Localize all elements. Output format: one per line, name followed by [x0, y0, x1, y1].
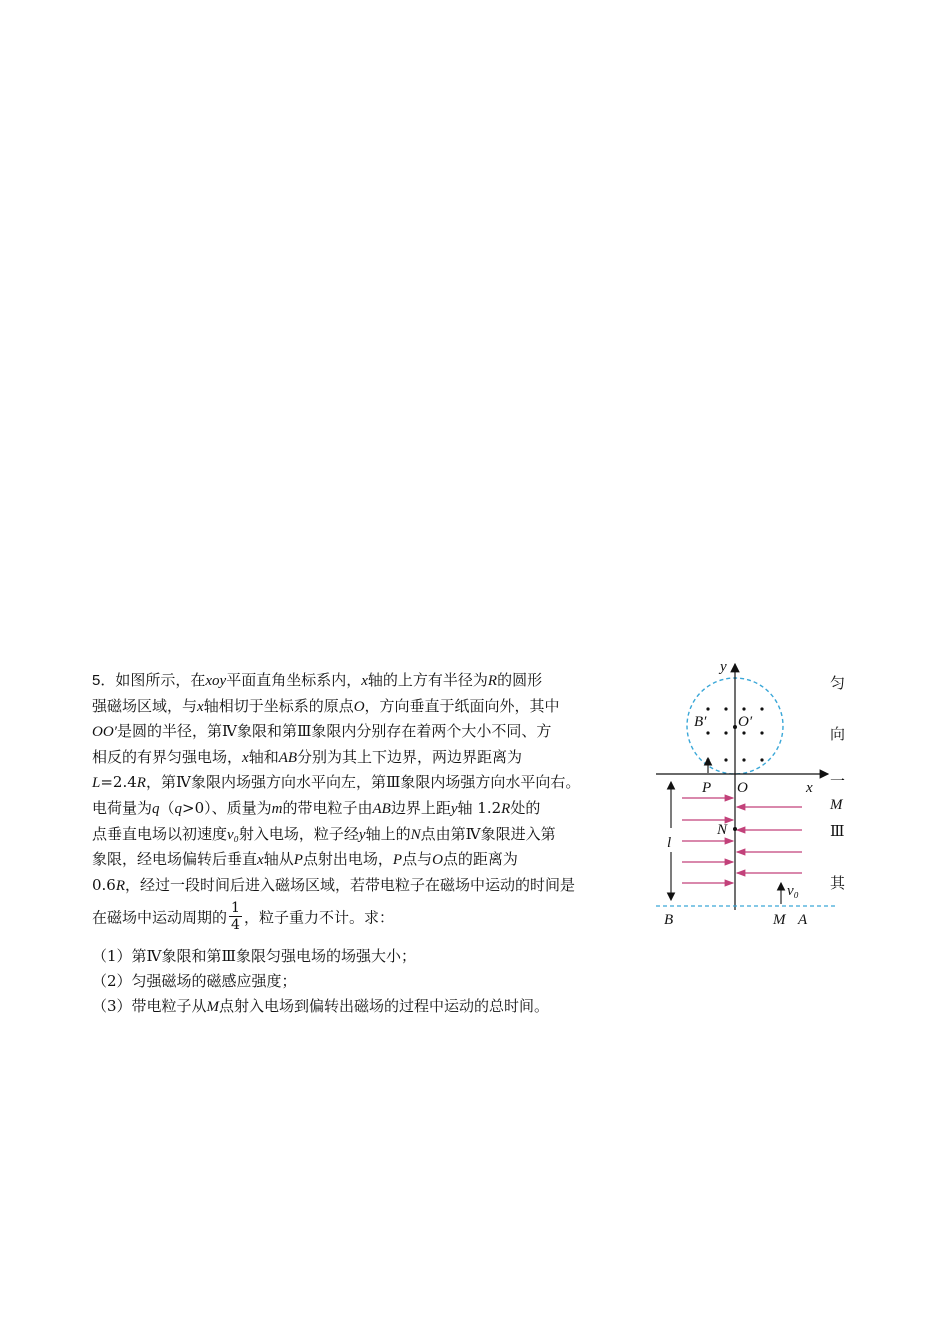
text-run: =2.4 [100, 773, 137, 792]
italic-symbol: AB [372, 800, 391, 817]
text-run: 强磁场区域，与 [92, 696, 198, 715]
text-run: 点的距离为 [442, 850, 518, 869]
fraction-one-quarter [229, 900, 242, 933]
problem-line [92, 847, 632, 873]
text-run: ，方向垂直于纸面向外，其中 [364, 696, 560, 715]
label-p: P [702, 780, 712, 796]
text-run: 如图所示，在 [115, 671, 206, 689]
problem-number: 5． [92, 672, 116, 689]
italic-symbol: R [501, 800, 511, 817]
text-run: （3）带电粒子从 [92, 997, 207, 1015]
italic-symbol: N [410, 826, 421, 843]
physics-figure [640, 652, 840, 932]
text-run: >0）、质量为 [182, 798, 272, 817]
text-run: 轴相切于坐标系的原点 [203, 696, 354, 715]
italic-symbol: q [152, 800, 160, 817]
italic-symbol: R [115, 877, 126, 894]
label-b-prime: B′ [694, 714, 707, 730]
label-x: x [806, 780, 813, 796]
side-char-2: 向 [830, 725, 846, 743]
problem-line [92, 719, 632, 745]
italic-symbol: AB [278, 749, 298, 766]
side-char-6: 其 [830, 874, 846, 892]
question-2 [92, 969, 549, 994]
italic-symbol: v₀ [227, 826, 239, 843]
italic-symbol: x [361, 673, 368, 689]
text-run: 轴的上方有半径为 [367, 671, 488, 689]
label-l: l [667, 835, 672, 851]
text-run: 轴 1.2 [457, 798, 502, 817]
label-o-prime: O′ [738, 714, 753, 730]
text-run: 相反的有界匀强电场， [92, 747, 243, 766]
question-3 [92, 994, 549, 1020]
problem-line [92, 694, 632, 720]
italic-symbol: O [353, 698, 365, 715]
text-run: 处的 [510, 798, 541, 817]
text-run: 点与 [402, 850, 433, 869]
question-1: （1）第Ⅳ象限和第Ⅲ象限匀强电场的场强大小； [92, 947, 416, 965]
text-run: 电荷量为 [92, 798, 153, 817]
italic-symbol: x [257, 852, 264, 869]
italic-symbol: R [136, 775, 146, 792]
italic-symbol: P [392, 852, 403, 869]
last-line-before: 在磁场中运动周期的 [92, 908, 228, 927]
problem-line [92, 668, 632, 694]
italic-symbol: x [242, 749, 249, 766]
text-run: 边界上距 [390, 798, 451, 817]
text-run: 平面直角坐标系内， [226, 671, 362, 689]
italic-symbol: P [293, 852, 303, 869]
problem-line [92, 745, 632, 771]
fraction-numerator: 1 [231, 900, 240, 917]
problem-line [92, 873, 632, 899]
text-run: 轴和 [248, 747, 279, 766]
label-a: A [798, 912, 808, 928]
side-char-5: Ⅲ [830, 822, 845, 840]
italic-symbol: OO′ [92, 724, 117, 741]
problem-line [92, 770, 632, 796]
problem-line [92, 796, 632, 822]
italic-symbol: x [197, 698, 204, 715]
italic-symbol: xoy [205, 673, 227, 689]
text-run: 是圆的半径，第Ⅳ象限和第Ⅲ象限内分别存在着两个大小不同、方 [116, 722, 552, 741]
question-list [92, 944, 549, 1020]
text-run: 点垂直电场以初速度 [92, 824, 228, 843]
italic-symbol: m [271, 800, 283, 817]
italic-symbol: R [487, 673, 498, 689]
field-arrows-quadrant-3 [682, 798, 733, 883]
italic-symbol: y [450, 800, 458, 817]
text-run: （ [159, 798, 175, 817]
fraction-denominator: 4 [231, 917, 240, 934]
text-run: 点射入电场到偏转出磁场的过程中运动的总时间。 [219, 997, 550, 1015]
label-n: N [717, 822, 728, 838]
label-v0: v₀ [787, 883, 799, 899]
text-run: 点由第Ⅳ象限进入第 [420, 824, 556, 843]
text-run: 象限，经电场偏转后垂直 [92, 850, 258, 869]
text-run: 点射出电场， [302, 850, 393, 869]
point-n-dot [733, 827, 737, 831]
problem-text [92, 668, 632, 935]
text-run: 射入电场，粒子经 [238, 824, 359, 843]
italic-symbol: L [92, 775, 101, 792]
field-arrows-quadrant-4 [737, 807, 802, 873]
italic-symbol: M [206, 999, 220, 1015]
side-char-4: M [830, 797, 843, 813]
italic-symbol: O [432, 852, 443, 869]
label-o: O [737, 780, 748, 796]
text-run: 的圆形 [497, 671, 543, 689]
label-m: M [773, 912, 786, 928]
side-char-1: 匀 [830, 674, 846, 692]
last-line-after: ，粒子重力不计。求： [243, 908, 394, 927]
italic-symbol: q [174, 800, 183, 817]
italic-symbol: y [358, 826, 366, 843]
text-run: （2）匀强磁场的磁感应强度； [92, 972, 297, 990]
text-run: ，经过一段时间后进入磁场区域，若带电粒子在磁场中运动的时间是 [125, 875, 576, 894]
problem-line [92, 822, 632, 848]
text-run: 的带电粒子由 [282, 798, 373, 817]
text-run: ，第Ⅳ象限内场强方向水平向左，第Ⅲ象限内场强方向水平向右。 [145, 773, 581, 792]
text-run: 分别为其上下边界，两边界距离为 [297, 747, 523, 766]
text-run: 轴从 [263, 850, 294, 869]
label-y: y [720, 659, 727, 675]
label-b: B [664, 912, 674, 928]
text-run: 轴上的 [365, 824, 411, 843]
problem-last-line [92, 902, 632, 935]
side-char-3: 一 [830, 772, 846, 790]
text-run: 0.6 [92, 875, 116, 894]
